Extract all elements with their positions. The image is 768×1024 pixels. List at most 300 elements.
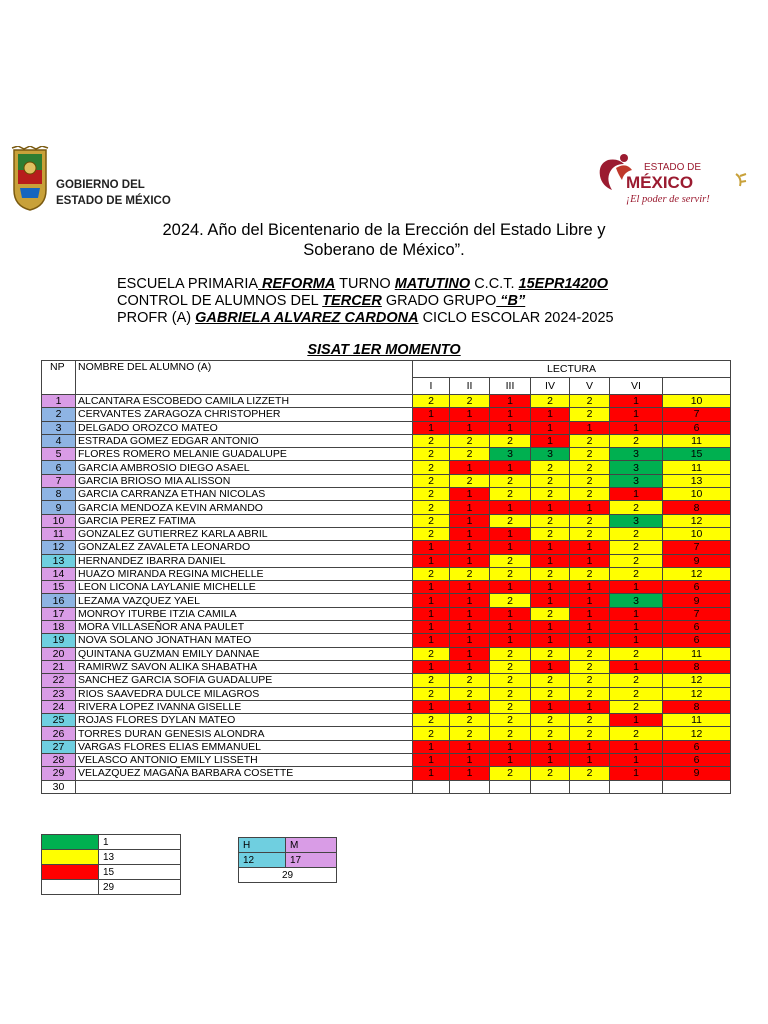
score-cell: 1: [570, 594, 610, 607]
legend-swatch: [42, 865, 99, 880]
score-cell: 2: [413, 395, 450, 408]
table-row: [42, 647, 731, 660]
student-name: RIVERA LOPEZ IVANNA GISELLE: [76, 700, 413, 713]
score-cell: 1: [450, 647, 490, 660]
score-cell: 2: [450, 567, 490, 580]
score-cell: 1: [570, 700, 610, 713]
table-row: [42, 395, 731, 408]
score-cell: 2: [531, 527, 570, 540]
score-cell: 2: [490, 674, 531, 687]
score-cell: 2: [490, 687, 531, 700]
score-cell: 2: [531, 647, 570, 660]
score-cell: 2: [490, 434, 531, 447]
grupo-value: “B”: [496, 293, 526, 309]
student-np: 5: [42, 448, 76, 461]
student-name: LEZAMA VAZQUEZ YAEL: [76, 594, 413, 607]
score-cell: 1: [610, 395, 663, 408]
student-np: 7: [42, 474, 76, 487]
score-cell: 1: [450, 740, 490, 753]
student-name: GARCIA MENDOZA KEVIN ARMANDO: [76, 501, 413, 514]
score-cell: 1: [450, 607, 490, 620]
score-cell: 1: [413, 421, 450, 434]
student-np: 9: [42, 501, 76, 514]
score-cell: 2: [570, 647, 610, 660]
score-cell: 1: [531, 501, 570, 514]
score-cell: 2: [570, 448, 610, 461]
student-name: ROJAS FLORES DYLAN MATEO: [76, 714, 413, 727]
student-np: 1: [42, 395, 76, 408]
score-cell: 1: [450, 408, 490, 421]
score-cell: 1: [413, 607, 450, 620]
total-cell: 8: [663, 660, 731, 673]
score-cell: 1: [570, 621, 610, 634]
student-np: 13: [42, 554, 76, 567]
score-cell: 2: [610, 541, 663, 554]
student-name: ALCANTARA ESCOBEDO CAMILA LIZZETH: [76, 395, 413, 408]
total-cell: 6: [663, 581, 731, 594]
student-name: GARCIA BRIOSO MIA ALISSON: [76, 474, 413, 487]
score-cell: 2: [413, 687, 450, 700]
table-row: [42, 421, 731, 434]
student-np: 8: [42, 488, 76, 501]
score-cell: 1: [531, 660, 570, 673]
score-cell: 1: [413, 594, 450, 607]
table-row: [42, 674, 731, 687]
score-cell: 2: [450, 474, 490, 487]
score-cell: 1: [610, 421, 663, 434]
score-cell: 2: [531, 567, 570, 580]
title-line2: Soberano de México”.: [303, 241, 465, 259]
table-row: [42, 700, 731, 713]
gobierno-logo: [10, 146, 175, 212]
score-cell: 1: [570, 421, 610, 434]
student-np: 17: [42, 607, 76, 620]
score-cell: 2: [450, 714, 490, 727]
table-row: [42, 621, 731, 634]
np-header: NP: [42, 361, 76, 395]
score-cell: 2: [490, 700, 531, 713]
score-cell: 1: [490, 621, 531, 634]
table-row: [42, 767, 731, 780]
score-cell: 3: [610, 594, 663, 607]
student-name: MONROY ITURBE ITZIA CAMILA: [76, 607, 413, 620]
student-name: RAMIRWZ SAVON ALIKA SHABATHA: [76, 660, 413, 673]
student-np: 12: [42, 541, 76, 554]
score-cell: 2: [490, 567, 531, 580]
score-cell: 3: [610, 461, 663, 474]
score-cell: 1: [450, 527, 490, 540]
score-cell: 2: [531, 687, 570, 700]
table-row: [42, 434, 731, 447]
student-np: 30: [42, 780, 76, 793]
score-cell: [413, 780, 450, 793]
score-cell: 2: [610, 434, 663, 447]
table-row: [42, 501, 731, 514]
student-name: GONZALEZ GUTIERREZ KARLA ABRIL: [76, 527, 413, 540]
score-cell: 1: [570, 501, 610, 514]
score-cell: 2: [610, 501, 663, 514]
table-row: [42, 594, 731, 607]
score-cell: 2: [413, 567, 450, 580]
edomex-emblem-icon: [594, 150, 750, 208]
score-cell: 1: [450, 554, 490, 567]
score-cell: 2: [610, 727, 663, 740]
student-np: 16: [42, 594, 76, 607]
score-cell: 2: [570, 514, 610, 527]
score-cell: 1: [610, 408, 663, 421]
lectura-subheader-7: [663, 378, 731, 395]
gender-h-label: H: [239, 838, 286, 853]
total-cell: 11: [663, 461, 731, 474]
table-row: [42, 607, 731, 620]
score-cell: 1: [490, 421, 531, 434]
student-np: 27: [42, 740, 76, 753]
score-cell: 2: [570, 567, 610, 580]
student-np: 14: [42, 567, 76, 580]
score-cell: 2: [450, 727, 490, 740]
table-row: [42, 448, 731, 461]
student-name: CERVANTES ZARAGOZA CHRISTOPHER: [76, 408, 413, 421]
legend-count: 15: [99, 865, 181, 880]
table-row: [42, 488, 731, 501]
total-cell: 10: [663, 395, 731, 408]
score-cell: 1: [413, 581, 450, 594]
total-cell: 6: [663, 754, 731, 767]
student-name: GARCIA AMBROSIO DIEGO ASAEL: [76, 461, 413, 474]
score-cell: 1: [531, 634, 570, 647]
score-cell: 3: [610, 474, 663, 487]
table-row: [42, 541, 731, 554]
score-cell: 2: [490, 767, 531, 780]
legend-row: [42, 880, 181, 895]
score-cell: 2: [490, 554, 531, 567]
student-np: 2: [42, 408, 76, 421]
student-np: 11: [42, 527, 76, 540]
legend-count: 1: [99, 835, 181, 850]
legend-swatch: [42, 850, 99, 865]
total-cell: 12: [663, 687, 731, 700]
score-cell: 1: [570, 607, 610, 620]
score-cell: 1: [413, 408, 450, 421]
lectura-subheader-3: III: [490, 378, 531, 395]
student-np: 10: [42, 514, 76, 527]
score-cell: 1: [490, 395, 531, 408]
score-cell: 1: [610, 714, 663, 727]
score-cell: 2: [413, 474, 450, 487]
score-cell: 1: [531, 621, 570, 634]
score-cell: 1: [490, 634, 531, 647]
student-name: HUAZO MIRANDA REGINA MICHELLE: [76, 567, 413, 580]
score-cell: 2: [413, 647, 450, 660]
table-row: [42, 581, 731, 594]
score-cell: 1: [490, 527, 531, 540]
score-cell: 2: [570, 674, 610, 687]
total-cell: 8: [663, 501, 731, 514]
student-name: NOVA SOLANO JONATHAN MATEO: [76, 634, 413, 647]
student-np: 25: [42, 714, 76, 727]
score-cell: 1: [490, 501, 531, 514]
score-cell: 3: [531, 448, 570, 461]
score-cell: 2: [490, 660, 531, 673]
legend-count: 29: [99, 880, 181, 895]
score-cell: 2: [413, 674, 450, 687]
score-cell: 1: [531, 421, 570, 434]
score-cell: 2: [413, 727, 450, 740]
table-row: [42, 634, 731, 647]
score-cell: 1: [570, 554, 610, 567]
score-cell: 2: [610, 527, 663, 540]
student-np: 28: [42, 754, 76, 767]
student-name: RIOS SAAVEDRA DULCE MILAGROS: [76, 687, 413, 700]
score-cell: 1: [450, 488, 490, 501]
score-cell: 2: [450, 448, 490, 461]
score-cell: [570, 780, 610, 793]
coat-of-arms-icon: [10, 146, 175, 212]
student-name: SANCHEZ GARCIA SOFIA GUADALUPE: [76, 674, 413, 687]
student-np: 24: [42, 700, 76, 713]
score-cell: 2: [490, 714, 531, 727]
document-title: [0, 220, 768, 260]
score-cell: 1: [531, 541, 570, 554]
student-name: MORA VILLASEÑOR ANA PAULET: [76, 621, 413, 634]
total-cell: 6: [663, 621, 731, 634]
gender-m-count: 17: [286, 853, 337, 868]
student-np: 23: [42, 687, 76, 700]
score-cell: [610, 780, 663, 793]
student-np: 4: [42, 434, 76, 447]
score-cell: 2: [570, 474, 610, 487]
student-np: 26: [42, 727, 76, 740]
score-cell: 3: [490, 448, 531, 461]
score-cell: 2: [490, 514, 531, 527]
table-row: [42, 408, 731, 421]
score-cell: 2: [570, 461, 610, 474]
total-cell: 11: [663, 647, 731, 660]
table-row: [42, 527, 731, 540]
gender-total: 29: [239, 868, 337, 883]
lectura-subheader-4: IV: [531, 378, 570, 395]
score-cell: 1: [610, 621, 663, 634]
score-cell: 2: [531, 395, 570, 408]
lectura-subheader-2: II: [450, 378, 490, 395]
score-cell: 1: [610, 767, 663, 780]
score-cell: 1: [531, 740, 570, 753]
score-cell: 1: [570, 754, 610, 767]
score-cell: 1: [413, 541, 450, 554]
score-cell: 2: [413, 514, 450, 527]
table-header-row: [42, 361, 731, 378]
gender-m-label: M: [286, 838, 337, 853]
total-cell: 10: [663, 488, 731, 501]
score-cell: 2: [570, 727, 610, 740]
total-cell: 7: [663, 607, 731, 620]
student-name: GARCIA CARRANZA ETHAN NICOLAS: [76, 488, 413, 501]
score-cell: 1: [413, 700, 450, 713]
lectura-header: LECTURA: [413, 361, 731, 378]
score-cell: 1: [531, 700, 570, 713]
score-cell: 1: [490, 607, 531, 620]
total-cell: 11: [663, 434, 731, 447]
total-cell: 11: [663, 714, 731, 727]
score-cell: 1: [450, 541, 490, 554]
score-cell: 2: [531, 727, 570, 740]
score-cell: 2: [531, 767, 570, 780]
score-cell: 1: [413, 767, 450, 780]
score-cell: 2: [450, 687, 490, 700]
score-cell: 1: [490, 541, 531, 554]
score-cell: 1: [531, 554, 570, 567]
score-cell: 2: [570, 687, 610, 700]
student-name: HERNANDEZ IBARRA DANIEL: [76, 554, 413, 567]
score-cell: 2: [450, 395, 490, 408]
score-cell: 1: [413, 740, 450, 753]
control-line: CONTROL DE ALUMNOS DEL TERCER GRADO GRUPO “B”: [117, 293, 526, 309]
score-cell: 2: [570, 714, 610, 727]
score-cell: 2: [570, 395, 610, 408]
table-row: [42, 740, 731, 753]
table-row: [42, 474, 731, 487]
score-cell: 2: [450, 434, 490, 447]
score-cell: 2: [490, 727, 531, 740]
score-cell: 1: [450, 621, 490, 634]
score-cell: 1: [531, 408, 570, 421]
logo-left-line2: ESTADO DE MÉXICO: [56, 195, 171, 207]
gender-h-count: 12: [239, 853, 286, 868]
score-cell: 2: [570, 408, 610, 421]
total-cell: 12: [663, 674, 731, 687]
student-name: GONZALEZ ZAVALETA LEONARDO: [76, 541, 413, 554]
student-name: VELASCO ANTONIO EMILY LISSETH: [76, 754, 413, 767]
score-cell: 2: [531, 714, 570, 727]
table-row: [42, 660, 731, 673]
score-cell: 1: [450, 660, 490, 673]
total-cell: 13: [663, 474, 731, 487]
score-cell: 2: [531, 488, 570, 501]
score-cell: 1: [490, 581, 531, 594]
total-cell: 12: [663, 567, 731, 580]
table-row: [42, 714, 731, 727]
student-np: 6: [42, 461, 76, 474]
school-name: REFORMA: [258, 276, 336, 292]
total-cell: 6: [663, 421, 731, 434]
score-cell: 2: [531, 674, 570, 687]
score-cell: 1: [450, 754, 490, 767]
logo-right-slogan: ¡El poder de servir!: [626, 194, 710, 205]
score-cell: 1: [450, 594, 490, 607]
level-legend: [41, 834, 181, 895]
score-cell: 2: [413, 434, 450, 447]
student-np: 29: [42, 767, 76, 780]
score-cell: 2: [490, 647, 531, 660]
logo-right-line1: ESTADO DE: [644, 162, 702, 173]
score-cell: 2: [610, 674, 663, 687]
score-cell: 1: [610, 581, 663, 594]
student-np: 19: [42, 634, 76, 647]
score-cell: 2: [531, 607, 570, 620]
title-line1: 2024. Año del Bicentenario de la Erección del Estado Libre y: [162, 221, 606, 239]
student-name: DELGADO OROZCO MATEO: [76, 421, 413, 434]
score-cell: [490, 780, 531, 793]
logo-left-line1: GOBIERNO DEL: [56, 179, 145, 191]
score-cell: 2: [570, 767, 610, 780]
grado-value: TERCER: [322, 293, 382, 309]
student-name: GARCIA PEREZ FATIMA: [76, 514, 413, 527]
score-cell: 1: [531, 434, 570, 447]
score-cell: 1: [490, 754, 531, 767]
score-cell: 3: [610, 514, 663, 527]
score-cell: 2: [413, 527, 450, 540]
score-cell: 1: [413, 660, 450, 673]
score-cell: 1: [531, 581, 570, 594]
score-cell: 2: [490, 474, 531, 487]
score-cell: 1: [570, 634, 610, 647]
student-np: 3: [42, 421, 76, 434]
score-cell: 1: [610, 754, 663, 767]
student-name: VARGAS FLORES ELIAS EMMANUEL: [76, 740, 413, 753]
score-cell: 2: [610, 567, 663, 580]
score-cell: 1: [450, 514, 490, 527]
score-cell: 1: [531, 754, 570, 767]
table-row: [42, 554, 731, 567]
score-cell: 1: [610, 740, 663, 753]
total-cell: 15: [663, 448, 731, 461]
score-cell: 1: [450, 767, 490, 780]
total-cell: 6: [663, 634, 731, 647]
score-cell: 1: [610, 634, 663, 647]
total-cell: 6: [663, 740, 731, 753]
student-name: [76, 780, 413, 793]
score-cell: 3: [610, 448, 663, 461]
score-cell: 1: [490, 461, 531, 474]
ciclo-escolar: CICLO ESCOLAR 2024-2025: [418, 310, 614, 326]
score-cell: [450, 780, 490, 793]
students-table: [41, 360, 731, 794]
score-cell: 1: [450, 581, 490, 594]
profr-name: GABRIELA ALVAREZ CARDONA: [195, 310, 419, 326]
table-row: [42, 567, 731, 580]
score-cell: 1: [610, 488, 663, 501]
table-row: [42, 461, 731, 474]
total-cell: 10: [663, 527, 731, 540]
score-cell: 1: [413, 554, 450, 567]
score-cell: 2: [413, 448, 450, 461]
total-cell: 7: [663, 541, 731, 554]
score-cell: 1: [570, 740, 610, 753]
score-cell: 2: [570, 527, 610, 540]
legend-swatch: [42, 835, 99, 850]
total-cell: 8: [663, 700, 731, 713]
score-cell: 2: [531, 474, 570, 487]
score-cell: 2: [570, 660, 610, 673]
score-cell: 2: [610, 647, 663, 660]
student-name: LEON LICONA LAYLANIE MICHELLE: [76, 581, 413, 594]
total-cell: 7: [663, 408, 731, 421]
student-np: 21: [42, 660, 76, 673]
score-cell: 1: [450, 700, 490, 713]
score-cell: 2: [413, 501, 450, 514]
score-cell: 1: [450, 634, 490, 647]
student-np: 18: [42, 621, 76, 634]
legend-swatch: [42, 880, 99, 895]
score-cell: 2: [490, 488, 531, 501]
student-name: ESTRADA GOMEZ EDGAR ANTONIO: [76, 434, 413, 447]
student-np: 15: [42, 581, 76, 594]
score-cell: 2: [610, 687, 663, 700]
table-row: [42, 514, 731, 527]
score-cell: 1: [570, 581, 610, 594]
score-cell: 2: [490, 594, 531, 607]
lectura-subheader-6: VI: [610, 378, 663, 395]
